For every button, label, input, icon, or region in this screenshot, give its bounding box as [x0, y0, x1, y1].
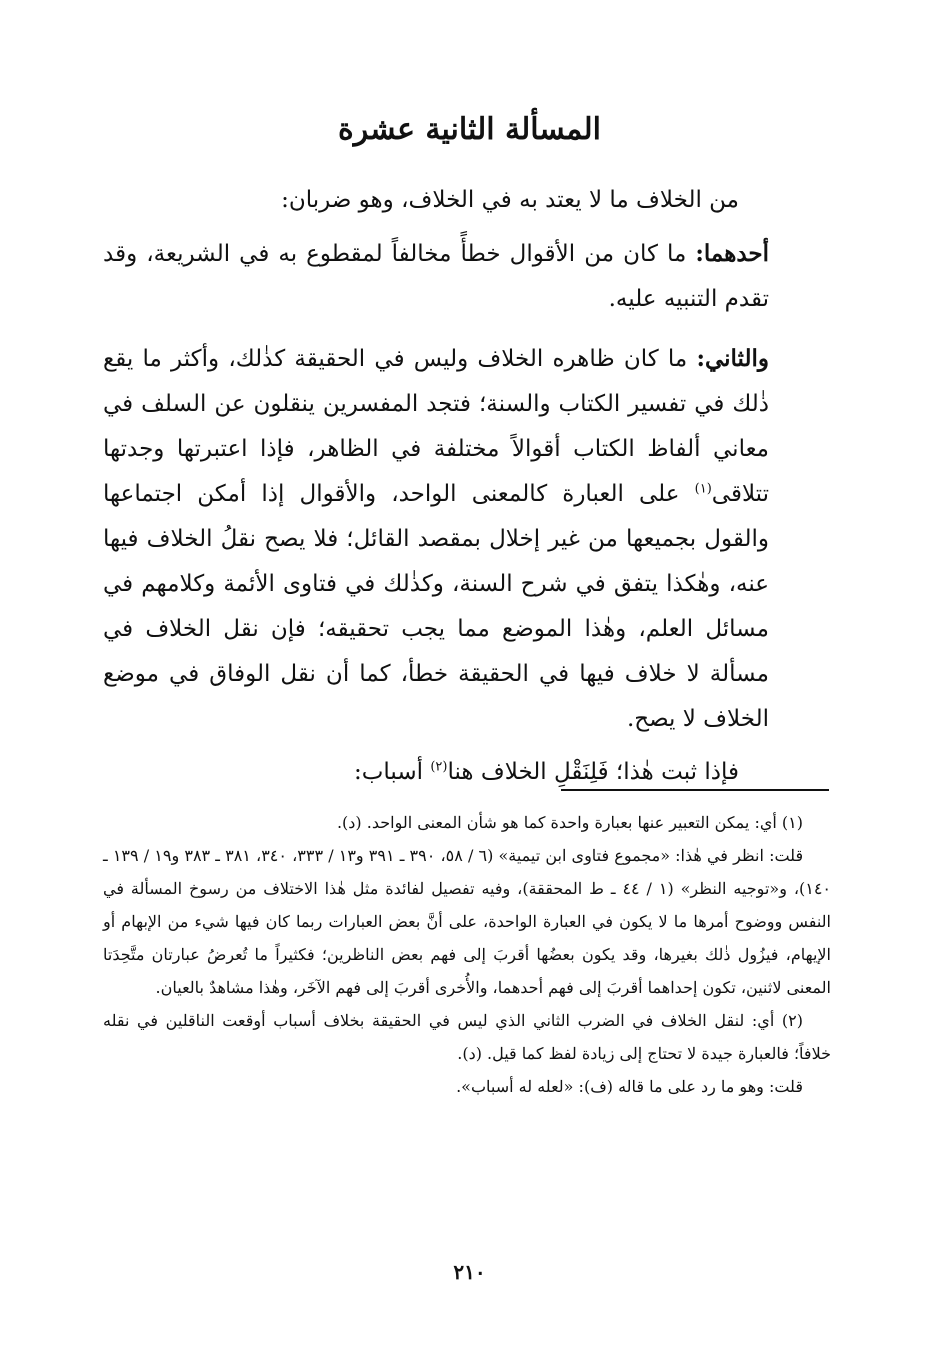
first-kind-lead: أحدهما:	[695, 240, 770, 267]
intro-paragraph: من الخلاف ما لا يعتد به في الخلاف، وهو ضربان:	[281, 187, 739, 213]
second-kind-lead: والثاني:	[696, 345, 769, 372]
footnote-1: (١) أي: يمكن التعبير عنها بعبارة واحدة كما هو شأن المعنى الواحد. (د).	[336, 813, 803, 832]
footnote-2-comment: قلت: وهو ما رد على ما قاله (ف): «لعله له أسباب».	[456, 1077, 803, 1096]
footnote-ref-2[interactable]: (٢)	[430, 759, 448, 775]
footnote-1-comment: قلت: انظر في هٰذا: «مجموع فتاوى ابن تيمية» (٦ / ٥٨، ٣٩٠ ـ ٣٩١ و١٣ / ٣٣٣، ٣٤٠، ٣٨١ ـ ٣٨٣ و١٩ / ١٣٩ ـ ١٤٠)، و«توجيه النظر» (١ / ٤٤ ـ ط المحققة)، وفيه تفصيل لفائدة مثل هٰذا الاختلاف من رسوخ المسألة في النفس ووضوح أمرها ما لا يكون في العبارة الواحدة، على أنَّ بعض العبارات ربما كان فيها شيء من الإبهام أو الإيهام، فيزُول ذٰلك بغيرها، وقد يكون بعضُها أقربَ إلى فهم بعض الناظرين؛ فكثيراً ما تُعرضُ عبارتان متَّحِدَتا المعنى لاثنين، تكون إحداهما أقربَ إلى فهم أحدهما، والأُخرى أقربَ إلى فهم الآخَر، وهٰذا مشاهدٌ بالعيان.	[103, 846, 832, 997]
main-text	[103, 178, 769, 795]
footnote-divider	[561, 789, 829, 791]
second-kind-paragraph	[103, 336, 769, 742]
first-kind-paragraph	[103, 231, 769, 322]
footnote-ref-1[interactable]: (١)	[694, 481, 712, 497]
page-number: ٢١٠	[453, 1260, 486, 1284]
first-kind-text: ما كان من الأقوال خطأً مخالفاً لمقطوع به في الشريعة، وقد تقدم التنبيه عليه.	[103, 241, 769, 312]
second-kind-text-a: ما كان ظاهره الخلاف وليس في الحقيقة كذٰلك، وأكثر ما يقع ذٰلك في تفسير الكتاب والسنة؛ فتجد المفسرين ينقلون عن السلف في معاني ألفاظ الكتاب أقوالاً مختلفة في الظاهر، فإذا اعتبرتها وجدتها تتلاقى	[103, 346, 770, 507]
second-kind-text-b: على العبارة كالمعنى الواحد، والأقوال إذا أمكن اجتماعها والقول بجميعها من غير إخلال بمقصد القائل؛ فلا يصح نقلُ الخلاف فيها عنه، وهٰكذا يتفق في شرح السنة، وكذٰلك في فتاوى الأئمة وكلامهم في مسائل العلم، وهٰذا الموضع مما يجب تحقيقه؛ فإن نقل الخلاف في مسألة لا خلاف فيها في الحقيقة خطأ، كما أن نقل الوفاق في موضع الخلاف لا يصح.	[103, 481, 769, 732]
page-title: المسألة الثانية عشرة	[338, 112, 601, 147]
conclusion-text-a: فإذا ثبت هٰذا؛ فَلِنَقْلِ الخلاف هنا	[447, 759, 739, 785]
footnotes	[103, 806, 831, 1103]
conclusion-text-b: أسباب:	[354, 759, 424, 785]
footnote-2: (٢) أي: لنقل الخلاف في الضرب الثاني الذي ليس في الحقيقة بخلاف أسباب أوقعت الناقلين في نقله خلافاً؛ فالعبارة جيدة لا تحتاج إلى زيادة لفظ كما قيل. (د).	[103, 1011, 831, 1063]
